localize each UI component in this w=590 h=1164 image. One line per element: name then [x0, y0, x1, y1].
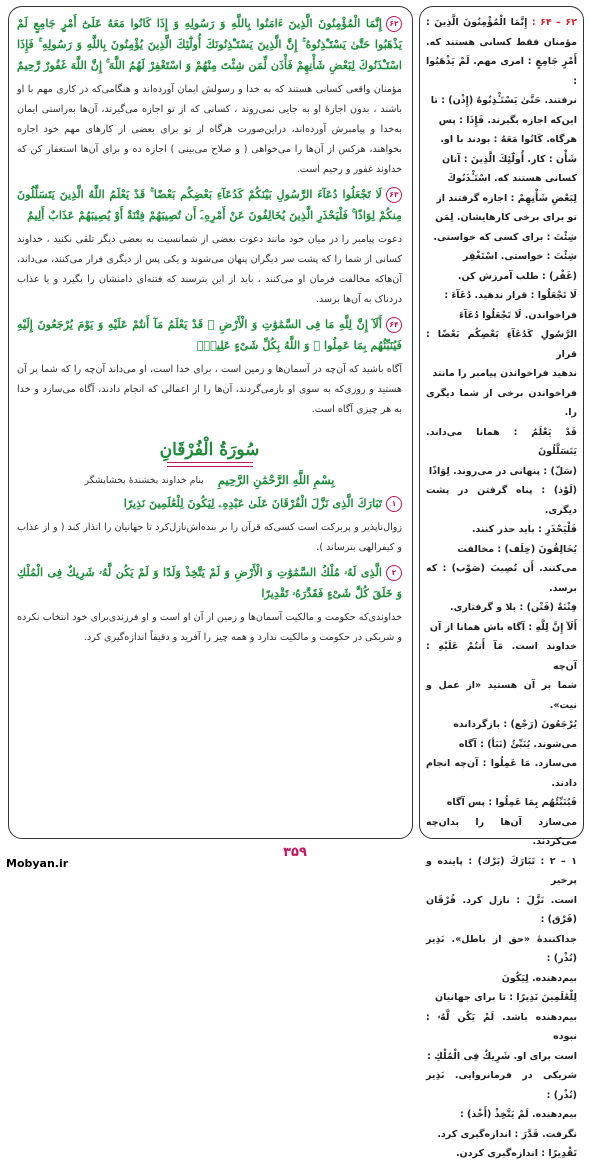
site-watermark: Mobyan.ir [6, 857, 69, 870]
verse-arabic: أَلَآ إِنَّ لِلَّهِ مَا فِى السَّمَٰوَٰتِ وَ الْأَرْضِ ۖ قَدْ يَعْلَمُ مَآ أَنتُمْ عَلَيْهِ وَ يَوْمَ يُرْجَعُونَ إِلَيْهِ فَيُنَبِّئُهُم بِمَا عَمِلُوا ۗ وَ اللَّهُ بِكُلِّ شَىْءٍ عَلِيمٌۢ [17, 317, 402, 352]
verse-number-badge: ۶۳ [386, 187, 402, 203]
glossary-line: این‌که اجازه بگیرند. فَإِذَا : پس [438, 114, 577, 126]
glossary-line: فراخواندن برخی از شما دیگری را. [426, 387, 577, 418]
glossary-line: لِلْعَٰلَمِينَ نَذِيرًا : تا برای جهانیان [435, 992, 577, 1003]
glossary-line: جداکنندهٔ «حق از باطل». نَذِير (نُذْر) : [426, 933, 577, 964]
glossary-line: يُرْجَعُونَ (رَجْع) : بازگردانده [453, 719, 577, 730]
verse-translation: زوال‌ناپذیر و پربرکت است کسی‌که قرآن را بر بنده‌اش‌نازل‌کرد تا جهانیان را انذار کند ( و از عذاب و کیفرالهی بترساند ). [17, 522, 402, 553]
glossary-line: ۱ – ۲ : تَبَارَكَ (بَرْك) : پاینده و پرخیر [426, 855, 578, 886]
glossary-line: ندهید فراخواندن پیامبر را مانند [432, 368, 577, 379]
glossary-line: يُخَالِفُونَ (خِلَف) : مخالفت [457, 543, 577, 555]
glossary-line: می‌سازد آن‌ها را بدان‌چه می‌کردند. [426, 816, 577, 847]
glossary-line: تَقْدِيرًا : اندازه‌گیری کردن. [455, 1148, 577, 1159]
glossary-line: کسانی هستند که. اسْتَـْٔذَنُوكَ [447, 173, 577, 184]
glossary-line: إِنَّمَا الْمُؤْمِنُونَ الَّذِينَ : مؤمنان فقط کسانی هستند که. أَمْرٍ جَامِعٍ : امری مهم. لَمْ يَذْهَبُوا : [426, 17, 577, 87]
glossary-line: لَا تَجْعَلُوا : قرار ندهید. دُعَآءَ : [444, 290, 577, 301]
verse-translation: دعوت پیامبر را در میان خود مانند دعوت بعضی از شما‌نسبت به بعضی دیگر تلقی نکنید ، خداوند کسانی از شما را که پشت سر دیگران پنهان می‌شوند و یکی پس از دیگری فرار می‌کنند، می‌داند، آن‌هاکه مخالفت فرمان او می‌کنند ، باید از این بترسند که فتنه‌ای دامنشان را بگیرد و یا عذاب دردناک به آن‌ها برسد. [17, 234, 402, 305]
glossary-line: بیم‌دهنده. لَمْ يَتَّخِذْ (أَخْذ) : [459, 1109, 577, 1120]
verse-arabic: الَّذِى لَهُۥ مُلْكُ السَّمَٰوَٰتِ وَ الْأَرْضِ وَ لَمْ يَتَّخِذْ وَلَدًا وَ لَمْ يَكُن لَّهُۥ شَرِيكٌ فِى الْمُلْكِ وَ خَلَقَ كُلَّ شَىْءٍ فَقَدَّرَهُۥ تَقْدِيرًا [17, 565, 402, 600]
verse-arabic: لَا تَجْعَلُوا دُعَآءَ الرَّسُولِ بَيْنَكُمْ كَدُعَآءِ بَعْضِكُم بَعْضًا ۚ قَدْ يَعْلَمُ اللَّهُ الَّذِينَ يَتَسَلَّلُونَ مِنكُمْ لِوَاذًا ۚ فَلْيَحْذَرِ الَّذِينَ يُخَالِفُونَ عَنْ أَمْرِهِۦٓ أَن تُصِيبَهُمْ فِتْنَةٌ أَوْ يُصِيبَهُمْ عَذَابٌ أَلِيمٌ [17, 187, 402, 222]
glossary-line: (سَلّ) : پنهانی در می‌روند. لِوَاذًا [428, 465, 577, 477]
glossary-line: شِئْتَ : برای کسی که خواستی. [433, 231, 577, 243]
glossary-line: شِئْتَ : خواستی. اسْتَغْفِر [462, 251, 577, 262]
verse-translation: آگاه باشید که آن‌چه در آسمان‌ها و زمین است ، برای خدا است، او می‌داند آن‌چه را که شما بر آن هستید و روزی‌که به سوی او بازمی‌گردند، آن‌ها را از اعمالی که انجام دادند، آگاه می‌سازد و خدا به هر چیزی آگاه است. [17, 364, 402, 415]
verse-number-badge: ۶۴ [386, 317, 402, 333]
glossary-line: شما بر آن هستید «از عمل و نیت». [426, 680, 577, 711]
verse-64 [17, 314, 402, 420]
glossary-line: فراخواندن. لَا تَجْعَلُوا دُعَآءَ [459, 309, 577, 321]
verse-number-badge: ۲ [386, 565, 402, 581]
bismillah-persian: بنام خداوند بخشندهٔ بخشایشگر [84, 474, 204, 486]
glossary-line: فَلْيَحْذَرِ : باید حذر کنند. [471, 524, 577, 535]
bismillah [17, 473, 402, 487]
bismillah-arabic: بِسْمِ اللَّهِ الرَّحْمَٰنِ الرَّحِيمِ [217, 473, 335, 487]
verse-62 [17, 13, 402, 180]
verse-63 [17, 184, 402, 310]
verse-number-badge: ۶۲ [386, 16, 402, 32]
glossary-line: قَدْ يَعْلَمُ : همانا می‌داند. يَتَسَلَّلُونَ [426, 426, 577, 457]
glossary-line: خداوند است. مَآ أَنتُمْ عَلَيْهِ : آن‌چه [426, 641, 577, 672]
glossary-list [426, 91, 577, 1164]
glossary-line: فَيُنَبِّئُهُم بِمَا عَمِلُوا : پس آگاه [446, 797, 577, 808]
surah-verse-2 [17, 562, 402, 648]
verse-range-ref: ۶۲ – ۶۴ : [531, 17, 577, 28]
glossary-line: (لَوْذ) : پناه گرفتن در پشت دیگری. [426, 485, 577, 516]
main-panel [8, 6, 413, 839]
page-number: ۳۵۹ [283, 845, 307, 860]
glossary-panel [419, 6, 584, 1159]
glossary-line: شَأْن : کار. أُولَٰٓئِكَ الَّذِينَ : آنان [441, 153, 577, 165]
verse-translation: خداوندی‌که حکومت و مالکیت آسمان‌ها و زمین از آن او است و او فرزندی‌برای خود انتخاب نکرده و شریکی در حکومت و مالکیت ندارد و همه چیز را آفرید و دقیقاً اندازه‌گیری کرد. [17, 612, 402, 643]
glossary-line: است. نَزَّلَ : نازل کرد. فُرْقَان (فَرْق) : [426, 894, 577, 925]
glossary-line: (غَفْر) : طلب آمرزش کن. [457, 270, 577, 282]
glossary-line: نرفتند. حَتَّىٰ يَسْتَـْٔذِنُوهُ (إِذْن) : تا [430, 95, 577, 106]
glossary-line: شریکی در فرمانروایی. نَذِير (نُذْر) : [426, 1070, 577, 1101]
glossary-line: هرگاه. كَانُوا مَعَهُ : بودند با او. [440, 134, 577, 145]
glossary-line: می‌کنند. أَن تُصِيبَ (صَوْب) : که برسد. [426, 563, 577, 594]
glossary-line: الرَّسُولِ كَدُعَآءِ بَعْضِكُم بَعْضًا : قرار [426, 329, 577, 360]
verse-arabic: إِنَّمَا الْمُؤْمِنُونَ الَّذِينَ ءَامَنُوا بِاللَّهِ وَ رَسُولِهِ وَ إِذَا كَانُوا مَعَهُ عَلَىٰٓ أَمْرٍ جَامِعٍ لَمْ يَذْهَبُوا حَتَّىٰ يَسْتَـْٔذِنُوهُ ۚ إِنَّ الَّذِينَ يَسْتَـْٔذِنُونَكَ أُولَٰٓئِكَ الَّذِينَ يُؤْمِنُونَ بِاللَّهِ وَ رَسُولِهِ ۚ فَإِذَا اسْتَـْٔذَنُوكَ لِبَعْضِ شَأْنِهِمْ فَأْذَن لِّمَن شِئْتَ مِنْهُمْ وَ اسْتَغْفِرْ لَهُمُ اللَّهَ ۚ إِنَّ اللَّهَ غَفُورٌ رَّحِيمٌ [17, 16, 402, 72]
verse-arabic: تَبَارَكَ الَّذِى نَزَّلَ الْفُرْقَانَ عَلَىٰ عَبْدِهِۦ لِيَكُونَ لِلْعَٰلَمِينَ نَذِيرًا [123, 496, 382, 510]
glossary-line: است برای او. شَرِيكٌ فِى الْمُلْكِ : [427, 1050, 577, 1062]
verse-translation: مؤمنان واقعی کسانی هستند که به خدا و رسولش ایمان آورده‌اند و هنگامی‌که در کاری مهم با او باشند ، بدون اجازهٔ او به جایی نمی‌روند ، کسانی که از تو اجازه می‌گیرند، آن‌ها به‌راستی ایمان به‌خدا و پیامبرش آورده‌اند، دراین‌صورت هرگاه از تو برای بعضی از کارهای مهم خود اجازه بخواهند، هرکس از آن‌ها را می‌خواهی ( و صلاح می‌بینی ) اجازه ده و برای آن‌ها استغفار کن که خداوند غفور و رحیم است. [17, 84, 402, 175]
surah-title: سُورَةُ الْفُرْقَانِ [17, 440, 402, 467]
glossary-line: تو برای برخی کارهایشان. لِمَن [435, 212, 577, 223]
glossary-line: فِتْنَةٌ (فَتْن) : بلا و گرفتاری. [450, 602, 577, 613]
glossary-line: نگرفت. قَدَّرَ : اندازه‌گیری کرد. [437, 1128, 577, 1140]
surah-verse-1 [17, 493, 402, 558]
glossary-line: بیم‌دهنده. لِيَكُونَ [501, 972, 577, 984]
glossary-line: أَلَآ إِنَّ لِلَّهِ : آگاه باش همانا از آن [429, 621, 577, 633]
glossary-line: لِبَعْضِ شَأْنِهِمْ : اجازه گرفتند از [436, 192, 577, 204]
verse-number-badge: ۱ [386, 496, 402, 512]
glossary-line: می‌سازد. مَا عَمِلُوا : آن‌چه انجام دادند. [426, 758, 577, 789]
glossary-line: می‌شوند. يُنَبِّئُ (نَبَأ) : آگاه [458, 738, 577, 750]
glossary-line: بیم‌دهنده باشد. لَمْ يَكُن لَّهُۥ : نبوده [426, 1011, 577, 1042]
